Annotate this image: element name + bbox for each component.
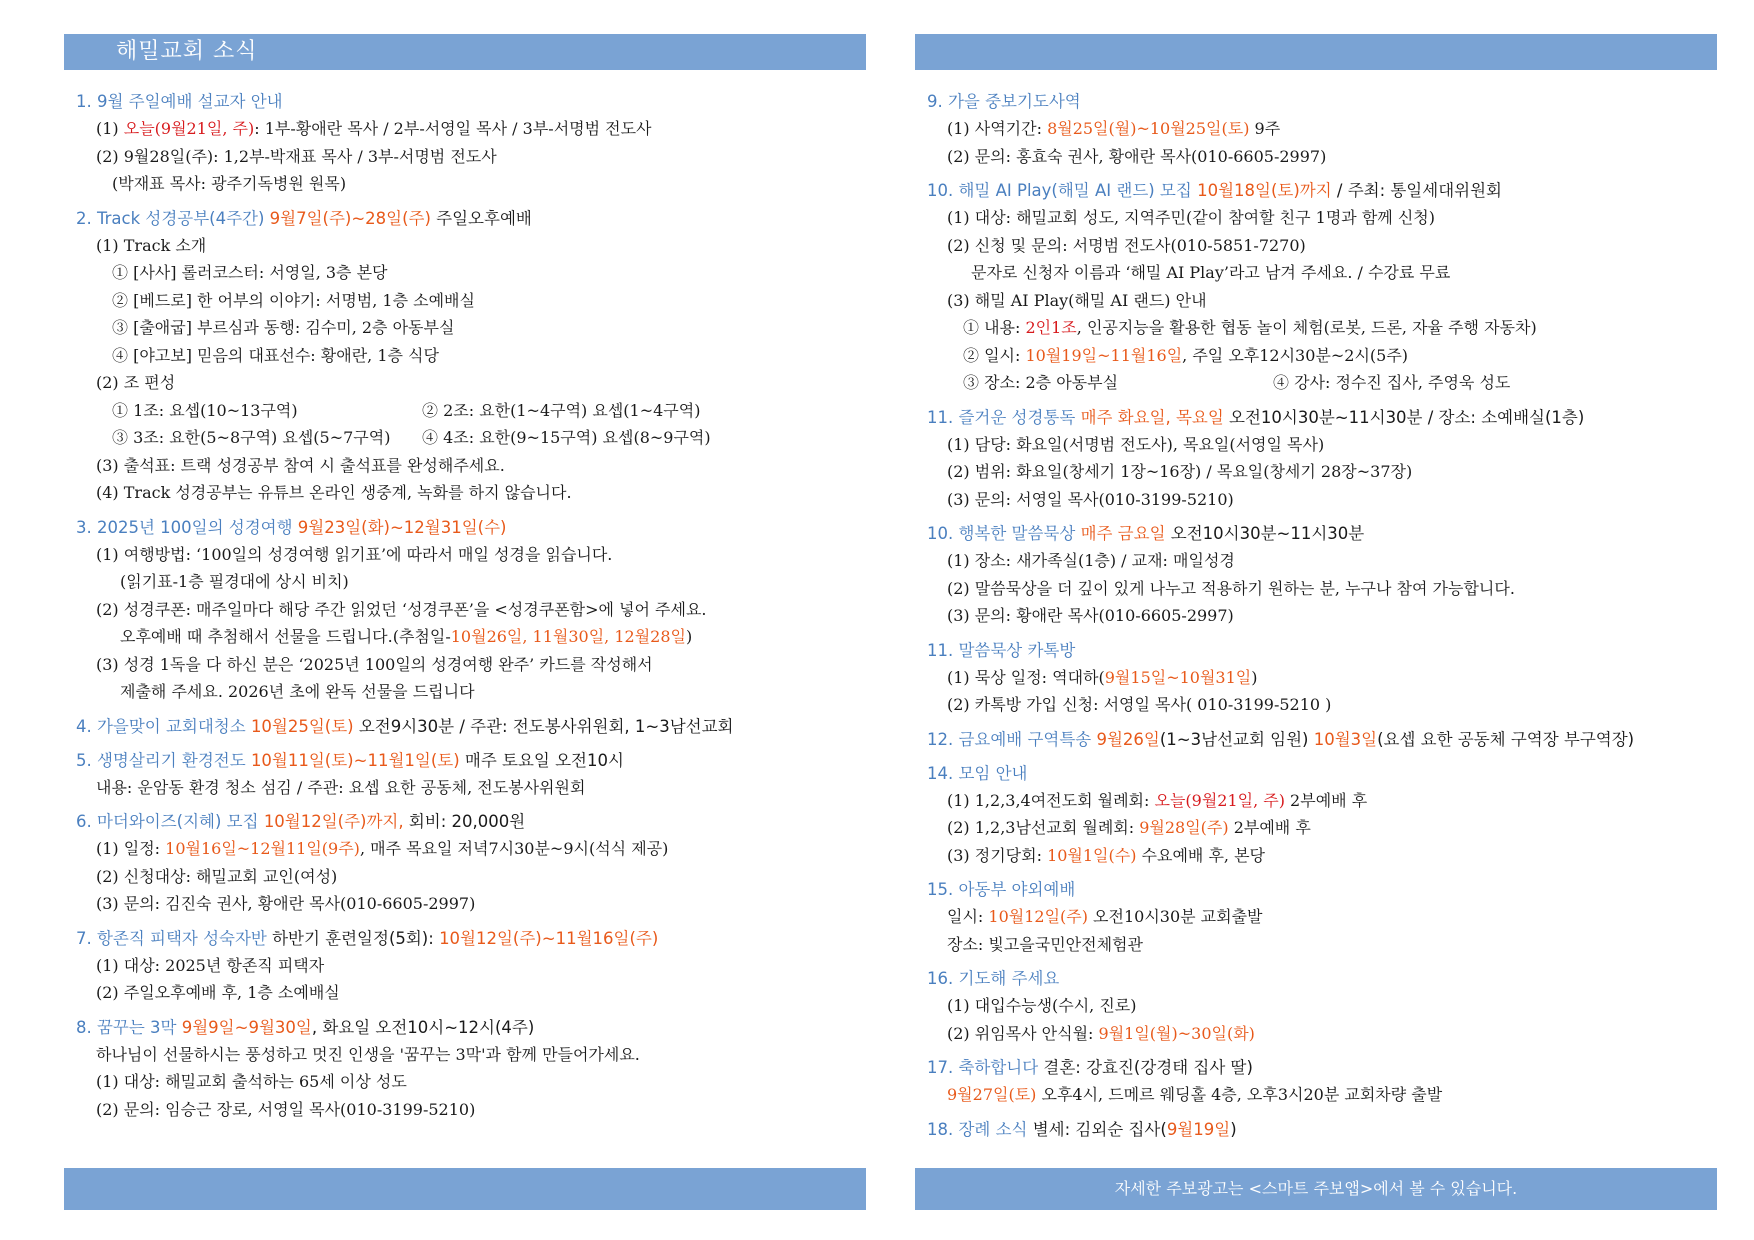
section-date: 10월12일(주)까지, <box>263 812 404 831</box>
notice-line <box>76 774 854 802</box>
notice-section <box>76 713 854 740</box>
notice-section <box>76 925 854 1007</box>
section-heading: 11. 말씀묵상 카톡방 <box>927 640 1076 660</box>
section-title <box>76 1014 854 1041</box>
text: (1) 여행방법: ‘100일의 성경여행 읽기표’에 따라서 매일 성경을 읽습니다. <box>96 544 613 564</box>
highlight-text: 10월16일~12월11일(9주) <box>165 839 360 858</box>
section-title <box>927 88 1705 115</box>
text: 내용: 운암동 환경 청소 섬김 / 주관: 요셉 요한 공동체, 전도봉사위원회 <box>96 777 586 797</box>
section-title <box>76 808 854 835</box>
text: (1) 일정: <box>96 839 166 858</box>
text: (2) 범위: 화요일(창세기 1장~16장) / 목요일(창세기 28장~37장) <box>947 462 1413 481</box>
section-heading: 6. 마더와이즈(지혜) 모집 <box>76 812 259 831</box>
line-cell <box>112 397 422 425</box>
text: (2) 9월28일(주): 1,2부-박재표 목사 / 3부-서명범 전도사 <box>96 146 497 166</box>
notice-line <box>927 664 1705 692</box>
section-heading: 5. 생명살리기 환경전도 <box>76 750 246 770</box>
text: 오후4시, 드메르 웨딩홀 4층, 오후3시20분 교회차량 출발 <box>1036 1085 1443 1104</box>
text: 문자로 신청자 이름과 ‘해밀 AI Play’라고 남겨 주세요. / 수강료 무료 <box>971 263 1451 282</box>
section-detail: (1~3남선교회 임원) <box>1159 729 1314 749</box>
highlight-text: 10월12일(주) <box>988 907 1088 926</box>
section-detail: 별세: 김외순 집사( <box>1027 1119 1167 1139</box>
section-title <box>927 1116 1705 1143</box>
section-heading: 2. Track 성경공부(4주간) <box>76 208 265 228</box>
text: (3) 출석표: 트랙 성경공부 참여 시 출석표를 완성해주세요. <box>96 455 505 475</box>
text: 일시: <box>947 907 989 926</box>
notice-line <box>927 547 1705 575</box>
notice-line <box>76 1041 854 1069</box>
notice-line <box>76 835 854 863</box>
section-title <box>76 514 854 541</box>
notice-line <box>76 1096 854 1124</box>
text: ② 2조: 요한(1~4구역) 요셉(1~4구역) <box>422 400 701 420</box>
line-cell <box>963 369 1273 397</box>
text: 2부예배 후 <box>1284 790 1368 810</box>
text: 9주 <box>1249 119 1281 138</box>
section-detail: 결혼: 강효진(강경태 집사 딸) <box>1038 1058 1253 1077</box>
line-cell <box>112 424 422 452</box>
text: (2) 조 편성 <box>96 373 176 392</box>
section-date: 10월25일(토) <box>250 716 354 736</box>
text: (2) 문의: 홍효숙 권사, 황애란 목사(010-6605-2997) <box>947 146 1327 166</box>
text: (2) 신청대상: 해밀교회 교인(여성) <box>96 866 338 886</box>
text: (1) 대입수능생(수시, 진로) <box>947 996 1137 1015</box>
notice-line <box>76 397 854 425</box>
section-heading: 12. 금요예배 구역특송 <box>927 729 1092 749</box>
text: ② [베드로] 한 어부의 이야기: 서명범, 1층 소예배실 <box>112 290 475 310</box>
section-heading: 8. 꿈꾸는 3막 <box>76 1017 177 1037</box>
notice-section <box>927 965 1705 1047</box>
notice-line <box>76 979 854 1007</box>
text: ④ [야고보] 믿음의 대표선수: 황애란, 1층 식당 <box>112 345 439 365</box>
notice-line <box>76 232 854 260</box>
footer-notice: 자세한 주보광고는 <스마트 주보앱>에서 볼 수 있습니다. <box>1114 1179 1518 1198</box>
text: (1) Track 소개 <box>96 235 207 255</box>
notice-line <box>927 814 1705 842</box>
notice-line <box>76 568 854 596</box>
notice-line <box>76 890 854 918</box>
section-date: 9월19일 <box>1166 1119 1231 1139</box>
notice-line <box>76 170 854 198</box>
text: 오후예배 때 추첨해서 선물을 드립니다.(추첨일- <box>120 627 451 646</box>
notice-line <box>927 342 1705 370</box>
notice-line <box>76 259 854 287</box>
text: : 1부-황애란 목사 / 2부-서영일 목사 / 3부-서명범 전도사 <box>254 119 652 138</box>
notice-line <box>76 479 854 507</box>
notice-line <box>927 1020 1705 1048</box>
section-date: 매주 금요일 <box>1080 524 1166 543</box>
section-date: 10월3일 <box>1313 729 1378 749</box>
section-date: 매주 화요일, 목요일 <box>1080 407 1224 427</box>
notice-section <box>927 637 1705 719</box>
text: (2) 신청 및 문의: 서명범 전도사(010-5851-7270) <box>947 235 1306 255</box>
notice-section <box>927 88 1705 170</box>
notice-line <box>76 452 854 480</box>
section-detail: 오전9시30분 / 주관: 전도봉사위원회, 1~3남선교회 <box>353 716 734 736</box>
section-date: 9월9일~9월30일 <box>181 1017 312 1037</box>
section-heading: 1. 9월 주일예배 설교자 안내 <box>76 92 283 111</box>
notice-line <box>76 541 854 569</box>
notice-line <box>927 143 1705 171</box>
section-heading: 15. 아동부 야외예배 <box>927 880 1076 899</box>
notice-line <box>927 232 1705 260</box>
section-title <box>76 88 854 115</box>
text: ③ 장소: 2층 아동부실 <box>963 373 1119 392</box>
notice-line <box>76 143 854 171</box>
notice-line <box>76 287 854 315</box>
text: ③ [출애굽] 부르심과 동행: 김수미, 2층 아동부실 <box>112 318 455 337</box>
text: (박재표 목사: 광주기독병원 원목) <box>112 174 347 193</box>
section-heading: 9. 가을 중보기도사역 <box>927 92 1081 111</box>
notice-section <box>76 88 854 198</box>
notice-line <box>927 314 1705 342</box>
section-date: 9월7일(주)~28일(주) <box>269 208 431 228</box>
footer-bar-left <box>64 1168 866 1210</box>
footer-bar <box>915 1168 1717 1210</box>
text: (2) 위임목사 안식월: <box>947 1023 1099 1043</box>
text: ③ 3조: 요한(5~8구역) 요셉(5~7구역) <box>112 428 391 447</box>
section-date: 10월12일(주)~11월16일(주) <box>439 928 659 948</box>
highlight-text: 10월19일~11월16일 <box>1025 345 1183 365</box>
page-title: 해밀교회 소식 <box>116 39 258 64</box>
section-detail: 매주 토요일 오전10시 <box>459 750 624 770</box>
section-title <box>76 205 854 232</box>
section-title <box>927 1054 1705 1081</box>
section-detail: ) <box>1230 1119 1237 1139</box>
notice-line <box>76 115 854 143</box>
text: 오전10시30분 교회출발 <box>1087 907 1263 926</box>
section-detail: 회비: 20,000원 <box>403 812 526 831</box>
notice-section <box>927 760 1705 870</box>
section-detail: 오전10시30분~11시30분 <box>1165 524 1365 543</box>
text: ) <box>686 627 693 646</box>
notice-line <box>76 651 854 679</box>
section-title <box>76 747 854 774</box>
text: 장소: 빛고을국민안전체험관 <box>947 934 1143 954</box>
line-cell <box>422 424 711 452</box>
notice-section <box>76 1014 854 1124</box>
text: (2) 카톡방 가입 신청: 서영일 목사( 010-3199-5210 ) <box>947 695 1332 714</box>
section-detail: / 주최: 통일세대위원회 <box>1331 181 1502 200</box>
notice-line <box>927 691 1705 719</box>
section-title <box>927 520 1705 547</box>
notice-line <box>927 992 1705 1020</box>
section-title <box>927 637 1705 664</box>
notice-line <box>76 314 854 342</box>
text: ① 내용: <box>963 318 1026 337</box>
section-title <box>927 404 1705 431</box>
text: , 매주 목요일 저녁7시30분~9시(석식 제공) <box>359 839 669 858</box>
section-heading: 11. 즐거운 성경통독 <box>927 407 1076 427</box>
header-bar <box>64 34 866 70</box>
text: (2) 성경쿠폰: 매주일마다 해당 주간 읽었던 ‘성경쿠폰’을 <성경쿠폰함>에 넣어 주세요. <box>96 599 707 619</box>
notice-line <box>76 678 854 706</box>
highlight-text: 오늘(9월21일, 주) <box>1154 790 1285 810</box>
text: (1) 대상: 해밀교회 출석하는 65세 이상 성도 <box>96 1072 407 1091</box>
text: (2) 문의: 임승근 장로, 서영일 목사(010-3199-5210) <box>96 1099 476 1119</box>
text: ④ 강사: 정수진 집사, 주영욱 성도 <box>1273 373 1511 392</box>
text: (1) 담당: 화요일(서명범 전도사), 목요일(서영일 목사) <box>947 434 1325 454</box>
notice-line <box>927 602 1705 630</box>
section-detail: 하반기 훈련일정(5회): <box>266 928 440 948</box>
section-heading: 10. 행복한 말씀묵상 <box>927 524 1076 543</box>
text: 하나님이 선물하시는 풍성하고 멋진 인생을 '꿈꾸는 3막'과 함께 만들어가세요. <box>96 1044 640 1064</box>
header-bar-right <box>915 34 1717 70</box>
notice-line <box>927 903 1705 931</box>
right-column <box>915 34 1717 1210</box>
notice-section <box>76 514 854 706</box>
highlight-text: 9월1일(월)~30일(화) <box>1098 1023 1255 1043</box>
text: ④ 4조: 요한(9~15구역) 요셉(8~9구역) <box>422 428 711 447</box>
notice-line <box>927 1081 1705 1109</box>
section-date: 10월18일(토)까지 <box>1197 181 1332 200</box>
text: (1) 장소: 새가족실(1층) / 교재: 매일성경 <box>947 551 1235 570</box>
notice-line <box>927 486 1705 514</box>
text: 2부예배 후 <box>1228 818 1311 837</box>
text: (읽기표-1층 필경대에 상시 비치) <box>120 572 349 591</box>
section-detail: 오전10시30분~11시30분 / 장소: 소예배실(1층) <box>1223 407 1585 427</box>
text: (1) 1,2,3,4여전도회 월례회: <box>947 790 1155 810</box>
text: (3) 성경 1독을 다 하신 분은 ‘2025년 100일의 성경여행 완주’ 카드를 작성해서 <box>96 654 653 674</box>
text: (2) 주일오후예배 후, 1층 소예배실 <box>96 983 340 1002</box>
section-heading: 10. 해밀 AI Play(해밀 AI 랜드) 모집 <box>927 181 1192 200</box>
notice-line <box>927 204 1705 232</box>
section-date: 9월26일 <box>1096 729 1160 749</box>
section-detail: , 화요일 오전10시~12시(4주) <box>311 1017 535 1037</box>
notice-line <box>76 623 854 651</box>
notice-line <box>76 1068 854 1096</box>
highlight-text: 2인1조 <box>1025 318 1077 337</box>
text: (1) <box>96 119 124 138</box>
left-notices <box>76 88 854 1130</box>
notice-line <box>76 952 854 980</box>
text: ) <box>1251 667 1258 687</box>
section-heading: 3. 2025년 100일의 성경여행 <box>76 517 293 537</box>
text: ① 1조: 요셉(10~13구역) <box>112 400 298 420</box>
text: (2) 1,2,3남선교회 월례회: <box>947 818 1140 837</box>
notice-section <box>76 205 854 507</box>
section-title <box>76 713 854 740</box>
notice-line <box>927 431 1705 459</box>
text: (3) 해밀 AI Play(해밀 AI 랜드) 안내 <box>947 290 1207 310</box>
notice-section <box>927 520 1705 630</box>
notice-line <box>927 931 1705 959</box>
notice-section <box>76 808 854 918</box>
highlight-text: 9월28일(주) <box>1139 818 1229 837</box>
text: (1) 대상: 2025년 항존직 피택자 <box>96 955 325 975</box>
highlight-text: 10월1일(수) <box>1047 845 1137 865</box>
section-heading: 14. 모임 안내 <box>927 763 1028 783</box>
notice-section <box>927 1054 1705 1109</box>
text: (1) 사역기간: <box>947 119 1048 138</box>
notice-section <box>927 876 1705 958</box>
notice-line <box>927 575 1705 603</box>
text: (3) 문의: 서영일 목사(010-3199-5210) <box>947 489 1234 509</box>
text: 제출해 주세요. 2026년 초에 완독 선물을 드립니다 <box>120 682 475 701</box>
text: , 주일 오후12시30분~2시(5주) <box>1182 345 1409 365</box>
section-title <box>927 726 1705 753</box>
notice-line <box>927 369 1705 397</box>
notice-section <box>927 177 1705 397</box>
section-title <box>927 965 1705 992</box>
text: ① [사사] 롤러코스터: 서영일, 3층 본당 <box>112 263 388 282</box>
notice-line <box>76 369 854 397</box>
section-detail: (요셉 요한 공동체 구역장 부구역장) <box>1377 729 1635 749</box>
section-heading: 4. 가을맞이 교회대청소 <box>76 716 246 736</box>
text: (3) 문의: 김진숙 권사, 황애란 목사(010-6605-2997) <box>96 894 476 913</box>
highlight-text: 8월25일(월)~10월25일(토) <box>1047 119 1250 138</box>
section-heading: 18. 장례 소식 <box>927 1119 1028 1139</box>
section-heading: 17. 축하합니다 <box>927 1058 1039 1077</box>
text: (1) 묵상 일정: 역대하( <box>947 667 1105 687</box>
highlight-text: 10월26일, 11월30일, 12월28일 <box>450 627 686 646</box>
text: (1) 대상: 해밀교회 성도, 지역주민(같이 참여할 친구 1명과 함께 신청) <box>947 208 1435 227</box>
text: 수요예배 후, 본당 <box>1136 845 1266 865</box>
notice-line <box>76 596 854 624</box>
highlight-text: 9월27일(토) <box>947 1085 1037 1104</box>
right-notices <box>927 88 1705 1150</box>
line-cell <box>422 397 700 425</box>
section-date: 9월23일(화)~12월31일(수) <box>297 517 507 537</box>
text: ② 일시: <box>963 345 1026 365</box>
notice-section <box>927 1116 1705 1143</box>
notice-line <box>927 259 1705 287</box>
notice-line <box>927 115 1705 143</box>
section-title <box>927 876 1705 903</box>
section-heading: 7. 항존직 피택자 성숙자반 <box>76 928 267 948</box>
text: , 인공지능을 활용한 협동 놀이 체험(로봇, 드론, 자율 주행 자동차) <box>1076 318 1537 337</box>
section-detail: 주일오후예배 <box>430 208 532 228</box>
line-cell <box>1273 369 1510 397</box>
highlight-text: 오늘(9월21일, 주) <box>123 119 255 138</box>
left-column <box>64 34 866 1210</box>
text: (3) 문의: 황애란 목사(010-6605-2997) <box>947 606 1234 625</box>
notice-section <box>927 404 1705 514</box>
section-date: 10월11일(토)~11월1일(토) <box>250 750 460 770</box>
section-title <box>927 177 1705 204</box>
section-title <box>927 760 1705 787</box>
notice-line <box>927 458 1705 486</box>
section-heading: 16. 기도해 주세요 <box>927 969 1060 988</box>
notice-line <box>927 842 1705 870</box>
notice-line <box>927 287 1705 315</box>
notice-section <box>76 747 854 802</box>
text: (3) 정기당회: <box>947 845 1048 865</box>
text: (2) 말씀묵상을 더 깊이 있게 나누고 적용하기 원하는 분, 누구나 참여 가능합니다. <box>947 578 1515 598</box>
notice-line <box>76 424 854 452</box>
notice-line <box>76 342 854 370</box>
notice-line <box>76 863 854 891</box>
notice-section <box>927 726 1705 753</box>
text: (4) Track 성경공부는 유튜브 온라인 생중계, 녹화를 하지 않습니다. <box>96 483 572 502</box>
notice-line <box>927 787 1705 815</box>
section-title <box>76 925 854 952</box>
highlight-text: 9월15일~10월31일 <box>1104 667 1252 687</box>
